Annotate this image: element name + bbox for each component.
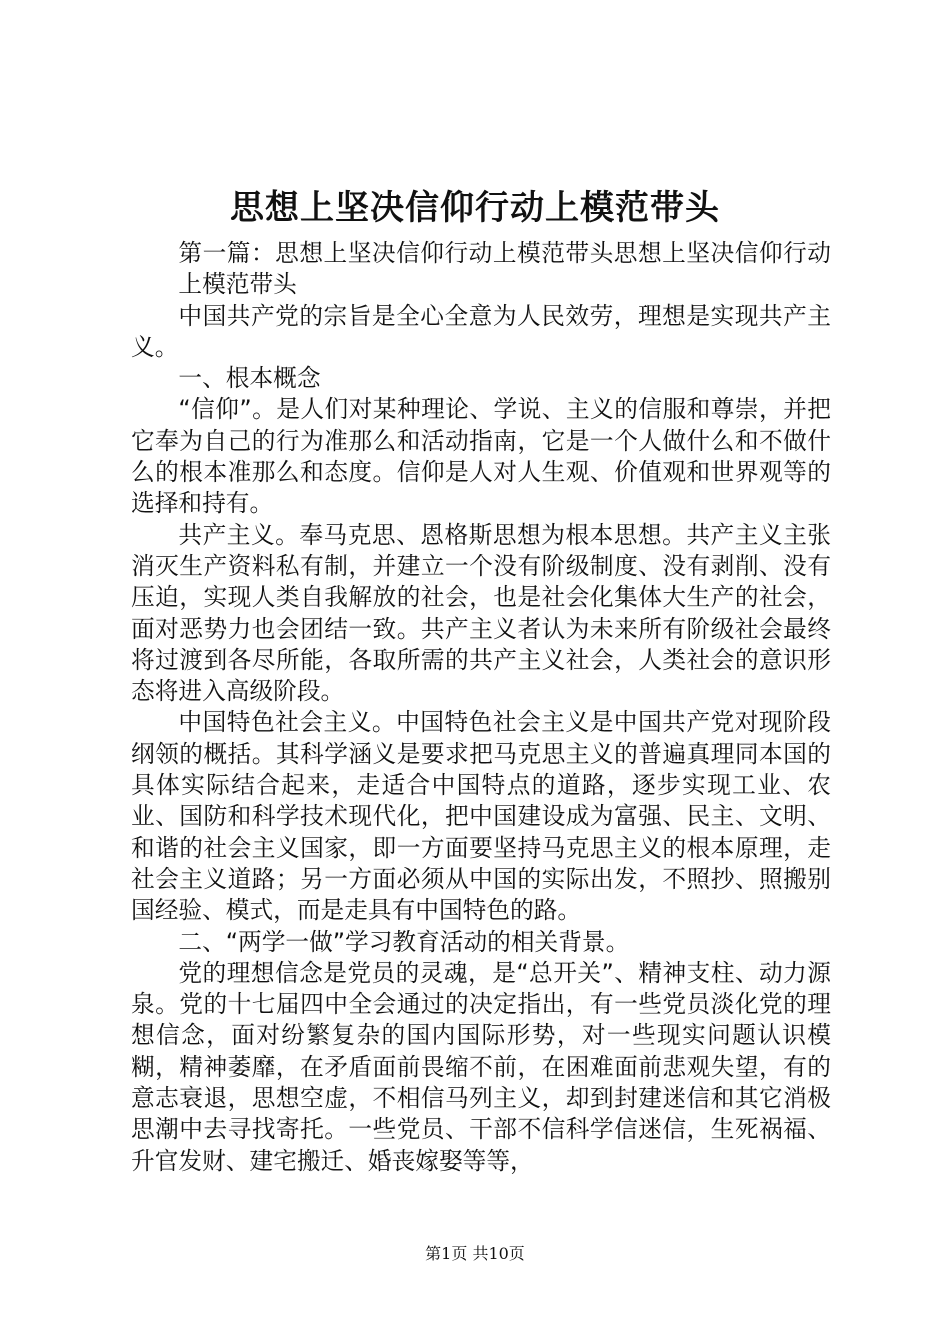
paragraph: “信仰”。是人们对某种理论、学说、主义的信服和尊崇，并把它奉为自己的行为准那么和活动指南，它是一个人做什么和不做什么的根本准那么和态度。信仰是人对人生观、价值观和世界观等的选择和持有。 (131, 395, 831, 518)
paragraph: 中国共产党的宗旨是全心全意为人民效劳，理想是实现共产主义。 (131, 301, 831, 361)
document-body (131, 238, 831, 1177)
paragraph: 共产主义。奉马克思、恩格斯思想为根本思想。共产主义主张消灭生产资料私有制，并建立一个没有阶级制度、没有剥削、没有压迫，实现人类自我解放的社会，也是社会化集体大生产的社会，面对恶势力也会团结一致。共产主义者认为未来所有阶级社会最终将过渡到各尽所能，各取所需的共产主义社会，人类社会的意识形态将进入高级阶段。 (131, 520, 831, 706)
page-number: 第1页 共10页 (425, 1244, 525, 1263)
subtitle: 第一篇：思想上坚决信仰行动上模范带头思想上坚决信仰行动上模范带头 (178, 239, 831, 299)
paragraph: 中国特色社会主义。中国特色社会主义是中国共产党对现阶段纲领的概括。其科学涵义是要求把马克思主义的普遍真理同本国的具体实际结合起来，走适合中国特点的道路，逐步实现工业、农业、国防和科学技术现代化，把中国建设成为富强、民主、文明、和谐的社会主义国家，即一方面要坚持马克思主义的根本原理，走社会主义道路；另一方面必须从中国的实际出发，不照抄、照搬别国经验、模式，而是走具有中国特色的路。 (131, 708, 831, 925)
document-title: 思想上坚决信仰行动上模范带头 (230, 188, 720, 228)
section-heading: 二、“两学一做”学习教育活动的相关背景。 (178, 927, 630, 956)
paragraph: 党的理想信念是党员的灵魂，是“总开关”、精神支柱、动力源泉。党的十七届四中全会通过的决定指出，有一些党员淡化党的理想信念，面对纷繁复杂的国内国际形势，对一些现实问题认识模糊，精神萎靡，在矛盾面前畏缩不前，在困难面前悲观失望，有的意志衰退，思想空虚，不相信马列主义，却到封建迷信和其它消极思潮中去寻找寄托。一些党员、干部不信科学信迷信，生死祸福、升官发财、建宅搬迁、婚丧嫁娶等等， (131, 958, 831, 1175)
section-heading: 一、根本概念 (178, 364, 321, 393)
